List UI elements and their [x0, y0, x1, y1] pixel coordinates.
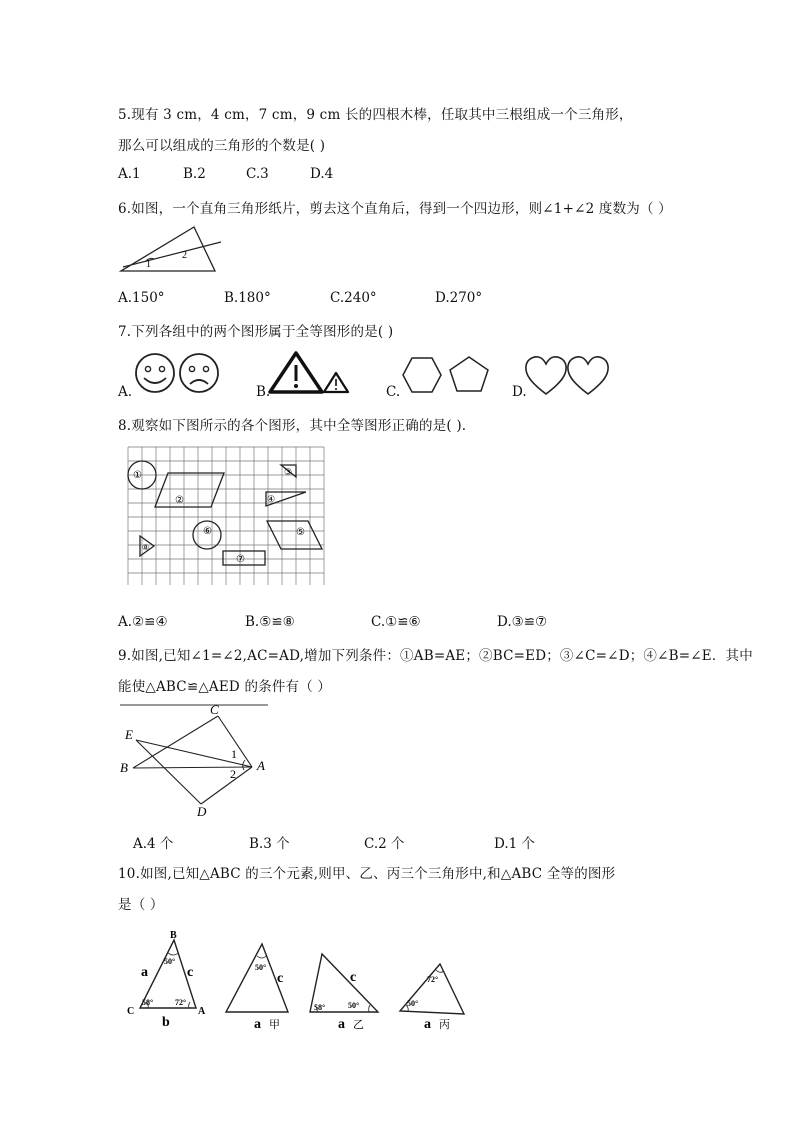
q10-jia-angle: 50°	[255, 963, 267, 972]
q5-option-b: B.2	[183, 166, 206, 182]
q8-label-7: ⑦	[236, 554, 245, 565]
q10-abc-angle-c: 58°	[142, 998, 154, 1007]
q10-abc-angle-b: 50°	[164, 957, 176, 966]
q7-hexagon-pentagon	[402, 354, 492, 394]
q10-abc-vertex-a: A	[198, 1006, 206, 1017]
q9-point-e: E	[125, 727, 133, 742]
q7-option-b: B.	[256, 384, 271, 400]
q10-line1: 10.如图,已知△ABC 的三个元素,则甲、乙、丙三个三角形中,和△ABC 全等的图形	[118, 866, 616, 882]
q9-point-b: B	[120, 760, 128, 775]
q10-bing-angle-72: 72°	[427, 975, 439, 984]
q7-warning-triangles	[268, 351, 352, 395]
q6-triangle-figure	[118, 222, 228, 274]
q9-angle-1: 1	[231, 747, 237, 761]
q7-option-d: D.	[512, 384, 527, 400]
q5-line2: 那么可以组成的三角形的个数是( )	[118, 138, 326, 154]
q7-option-a: A.	[118, 384, 133, 400]
q9-line2: 能使△ABC≌△AED 的条件有（ ）	[118, 679, 332, 695]
q8-label-5: ⑤	[296, 527, 305, 538]
q8-label-1: ①	[133, 470, 142, 481]
q8-option-c: C.①≌⑥	[371, 614, 421, 630]
q8-label-2: ②	[175, 495, 184, 506]
q10-yi-side-a: a	[338, 1017, 345, 1032]
q9-line1: 9.如图,已知∠1=∠2,AC=AD,增加下列条件：①AB=AE；②BC=ED；③∠C=∠D；④∠B=∠E．其中	[118, 648, 753, 664]
q8-label-3: ③	[284, 467, 293, 477]
q10-bing-side-a: a	[424, 1017, 431, 1032]
q10-yi-side-c: c	[350, 970, 357, 985]
q8-line1: 8.观察如下图所示的各个图形，其中全等图形正确的是( ).	[118, 418, 467, 434]
q8-grid-figure	[126, 445, 328, 585]
q9-point-c: C	[210, 702, 219, 717]
q9-point-d: D	[197, 804, 207, 819]
q9-option-a: A.4 个	[133, 836, 174, 852]
q9-option-c: C.2 个	[364, 836, 405, 852]
q10-jia-side-c: c	[277, 971, 284, 986]
q9-angle-2: 2	[230, 767, 236, 781]
q10-jia-side-a: a	[254, 1017, 261, 1032]
q10-triangle-abc	[124, 926, 210, 1028]
q5-line1: 5.现有 3 cm，4 cm，7 cm，9 cm 长的四根木棒，任取其中三根组成一个三角形，	[118, 107, 633, 123]
q9-triangles-figure	[118, 700, 270, 820]
q5-option-c: C.3	[246, 166, 269, 182]
q6-option-b: B.180°	[224, 290, 271, 306]
q9-point-a: A	[257, 758, 265, 773]
q10-yi-angle-58: 58°	[314, 1003, 326, 1012]
q10-triangle-bing	[396, 960, 474, 1032]
q7-smiley-faces	[134, 352, 222, 394]
q8-option-a: A.②≌④	[118, 614, 168, 630]
q6-option-d: D.270°	[435, 290, 483, 306]
q6-angle2-label: 2	[182, 250, 187, 261]
q7-hearts	[524, 354, 610, 396]
q7-option-c: C.	[386, 384, 401, 400]
q10-abc-side-a: a	[141, 965, 148, 980]
q5-option-a: A.1	[118, 166, 141, 182]
q5-option-d: D.4	[310, 166, 334, 182]
q10-line2: 是（ ）	[118, 897, 164, 913]
q8-option-d: D.③≌⑦	[497, 614, 548, 630]
q10-abc-side-b: b	[162, 1015, 170, 1028]
q6-option-c: C.240°	[330, 290, 377, 306]
q8-label-4: ④	[267, 494, 276, 504]
q10-jia-name: 甲	[269, 1019, 280, 1031]
q6-angle1-label: 1	[146, 259, 151, 270]
q7-line1: 7.下列各组中的两个图形属于全等图形的是( )	[118, 324, 394, 340]
q9-option-d: D.1 个	[494, 836, 536, 852]
q10-abc-vertex-b: B	[170, 930, 177, 941]
q8-option-b: B.⑤≌⑧	[245, 614, 295, 630]
q10-yi-name: 乙	[353, 1019, 364, 1031]
q9-option-b: B.3 个	[249, 836, 290, 852]
q10-triangle-yi	[306, 948, 386, 1032]
q8-label-6: ⑥	[203, 526, 212, 537]
q6-option-a: A.150°	[118, 290, 165, 306]
q10-abc-angle-a: 72°	[175, 998, 187, 1007]
q10-bing-name: 丙	[439, 1019, 450, 1031]
q10-abc-side-c: c	[187, 965, 194, 980]
q10-yi-angle-50: 50°	[348, 1001, 360, 1010]
q10-triangle-jia	[222, 940, 300, 1032]
q10-bing-angle-50: 50°	[407, 999, 419, 1008]
q8-label-8: ⑧	[142, 543, 150, 552]
q10-abc-vertex-c: C	[127, 1006, 135, 1017]
q6-line1: 6.如图，一个直角三角形纸片，剪去这个直角后，得到一个四边形，则∠1+∠2 度数为（ ）	[118, 201, 672, 217]
